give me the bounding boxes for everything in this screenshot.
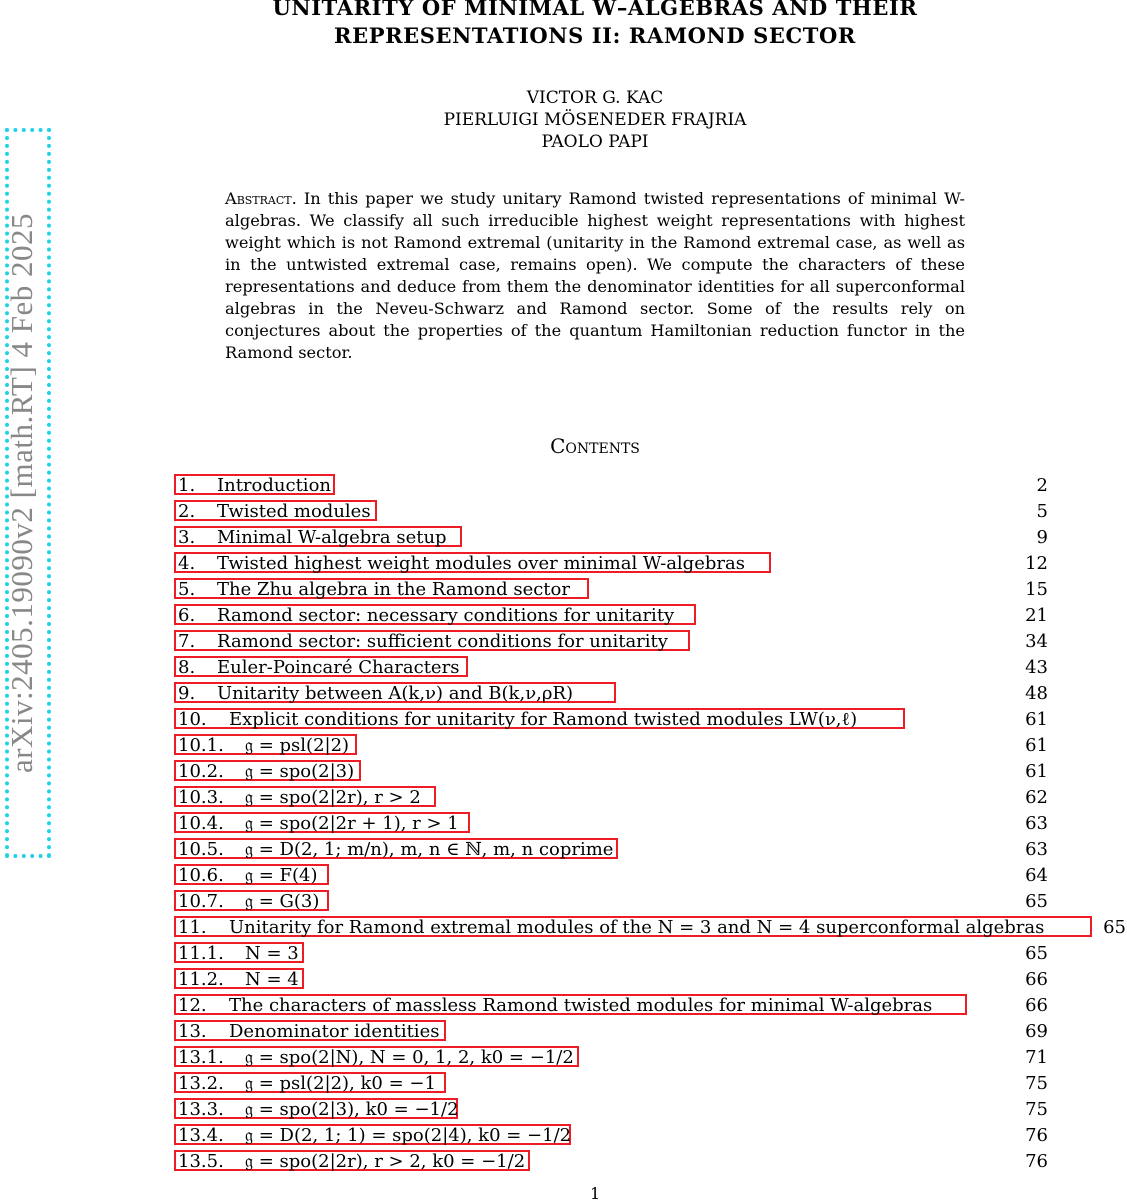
toc-section-title: 𝔤 = psl(2|2), k0 = −1 xyxy=(245,1073,436,1094)
toc-section-title: 𝔤 = spo(2|2r + 1), r > 1 xyxy=(245,813,459,834)
toc-page-number: 61 xyxy=(1025,709,1048,730)
toc-section-title: The Zhu algebra in the Ramond sector xyxy=(217,579,570,600)
toc-row xyxy=(174,785,1124,811)
toc-link[interactable] xyxy=(174,1150,530,1171)
author-2: PIERLUIGI MÖSENEDER FRAJRIA xyxy=(443,110,747,130)
toc-row xyxy=(174,1071,1124,1097)
toc-page-number: 69 xyxy=(1025,1021,1048,1042)
toc-page-number: 76 xyxy=(1025,1151,1048,1172)
toc-section-number: 5. xyxy=(178,579,196,600)
toc-row xyxy=(174,993,1124,1019)
toc-link[interactable] xyxy=(174,1020,446,1041)
toc-link[interactable] xyxy=(174,656,468,677)
toc-link[interactable] xyxy=(174,1072,446,1093)
toc-row xyxy=(174,811,1124,837)
toc-page-number: 66 xyxy=(1025,969,1048,990)
toc-link[interactable] xyxy=(174,890,329,911)
toc-row xyxy=(174,681,1124,707)
toc-row xyxy=(174,915,1124,941)
arxiv-identifier[interactable]: arXiv:2405.19090v2 [math.RT] 4 Feb 2025 xyxy=(4,212,39,774)
toc-section-title: 𝔤 = spo(2|3) xyxy=(245,761,355,782)
page-number: 1 xyxy=(590,1184,601,1203)
toc-section-title: Twisted modules xyxy=(217,501,371,522)
toc-row xyxy=(174,577,1124,603)
toc-row xyxy=(174,837,1124,863)
abstract xyxy=(225,188,965,364)
toc-row xyxy=(174,1045,1124,1071)
toc-page-number: 76 xyxy=(1025,1125,1048,1146)
toc-link[interactable] xyxy=(174,708,905,729)
toc-section-number: 7. xyxy=(178,631,196,652)
toc-page-number: 65 xyxy=(1103,917,1126,938)
toc-section-title: 𝔤 = spo(2|N), N = 0, 1, 2, k0 = −1/2 xyxy=(245,1047,574,1068)
toc-section-number: 10.4. xyxy=(178,813,224,834)
toc-section-title: 𝔤 = G(3) xyxy=(245,891,320,912)
toc-section-number: 11.2. xyxy=(178,969,224,990)
toc-section-number: 13.3. xyxy=(178,1099,224,1120)
toc-section-title: 𝔤 = spo(2|2r), r > 2, k0 = −1/2 xyxy=(245,1151,526,1172)
toc-section-number: 10.2. xyxy=(178,761,224,782)
toc-section-number: 13. xyxy=(178,1021,207,1042)
author-3: PAOLO PAPI xyxy=(541,132,649,152)
toc-section-number: 4. xyxy=(178,553,196,574)
toc-link[interactable] xyxy=(174,1098,458,1119)
toc-section-title: Denominator identities xyxy=(229,1021,440,1042)
toc-page-number: 62 xyxy=(1025,787,1048,808)
toc-section-number: 12. xyxy=(178,995,207,1016)
toc-row xyxy=(174,759,1124,785)
toc-row xyxy=(174,629,1124,655)
toc-row xyxy=(174,967,1124,993)
toc-page-number: 2 xyxy=(1036,475,1048,496)
toc-section-number: 11. xyxy=(178,917,207,938)
toc-row xyxy=(174,655,1124,681)
toc-row xyxy=(174,733,1124,759)
toc-section-number: 2. xyxy=(178,501,196,522)
toc-link[interactable] xyxy=(174,734,357,755)
toc-row xyxy=(174,525,1124,551)
toc-page-number: 61 xyxy=(1025,761,1048,782)
title-line-1: UNITARITY OF MINIMAL W–ALGEBRAS AND THEIR xyxy=(272,0,918,20)
toc-section-title: Unitarity between A(k,ν) and B(k,ν,ρR) xyxy=(217,683,574,704)
abstract-text: In this paper we study unitary Ramond twisted representations of minimal W-algebras. We classify all such irreducible highest weight representations with highest weight which is not Ramond extremal (unitarity in the Ramond extremal case, as well as in the untwisted extremal case, remains open). We compute the characters of these representations and deduce from them the denominator identities for all superconformal algebras in the Neveu-Schwarz and Ramond sector. Some of the results rely on conjectures about the properties of the quantum Hamiltonian reduction functor in the Ramond sector. xyxy=(225,189,965,362)
toc-page-number: 65 xyxy=(1025,891,1048,912)
toc-section-number: 10.3. xyxy=(178,787,224,808)
author-1: VICTOR G. KAC xyxy=(526,88,664,108)
toc-page-number: 64 xyxy=(1025,865,1048,886)
toc-link[interactable] xyxy=(174,682,616,703)
toc-section-title: Twisted highest weight modules over minimal W-algebras xyxy=(217,553,745,574)
toc-section-title: Ramond sector: necessary conditions for unitarity xyxy=(217,605,675,626)
toc-section-title: Introduction xyxy=(217,475,331,496)
toc-page-number: 48 xyxy=(1025,683,1048,704)
toc-link[interactable] xyxy=(174,526,462,547)
toc-section-title: Unitarity for Ramond extremal modules of the N = 3 and N = 4 superconformal algebras xyxy=(229,917,1045,938)
toc-section-title: 𝔤 = psl(2|2) xyxy=(245,735,350,756)
title-line-2: REPRESENTATIONS II: RAMOND SECTOR xyxy=(334,23,856,48)
toc-row xyxy=(174,1097,1124,1123)
toc-page-number: 15 xyxy=(1025,579,1048,600)
toc-link[interactable] xyxy=(174,916,1092,937)
toc-row xyxy=(174,1149,1124,1175)
toc-link[interactable] xyxy=(174,474,335,495)
toc-link[interactable] xyxy=(174,552,771,573)
toc-row xyxy=(174,863,1124,889)
toc-link[interactable] xyxy=(174,812,470,833)
toc-section-title: Ramond sector: sufficient conditions for unitarity xyxy=(217,631,668,652)
toc-section-number: 1. xyxy=(178,475,196,496)
table-of-contents xyxy=(174,473,1124,1175)
toc-row xyxy=(174,551,1124,577)
toc-row xyxy=(174,473,1124,499)
toc-link[interactable] xyxy=(174,1124,571,1145)
toc-page-number: 63 xyxy=(1025,813,1048,834)
toc-section-title: 𝔤 = F(4) xyxy=(245,865,318,886)
toc-page-number: 61 xyxy=(1025,735,1048,756)
toc-section-title: Minimal W-algebra setup xyxy=(217,527,447,548)
toc-section-number: 10.5. xyxy=(178,839,224,860)
toc-page-number: 5 xyxy=(1036,501,1048,522)
toc-section-number: 9. xyxy=(178,683,196,704)
toc-row xyxy=(174,1123,1124,1149)
toc-section-number: 13.4. xyxy=(178,1125,224,1146)
toc-section-number: 10.1. xyxy=(178,735,224,756)
toc-section-number: 10.7. xyxy=(178,891,224,912)
toc-section-title: N = 3 xyxy=(245,943,299,964)
toc-link[interactable] xyxy=(174,786,436,807)
toc-page-number: 75 xyxy=(1025,1099,1048,1120)
toc-page-number: 34 xyxy=(1025,631,1048,652)
toc-link[interactable] xyxy=(174,630,690,651)
toc-section-title: Explicit conditions for unitarity for Ramond twisted modules LW(ν,ℓ) xyxy=(229,709,858,730)
toc-row xyxy=(174,889,1124,915)
toc-section-title: 𝔤 = D(2, 1; 1) = spo(2|4), k0 = −1/2 xyxy=(245,1125,572,1146)
toc-link[interactable] xyxy=(174,760,361,781)
toc-section-number: 11.1. xyxy=(178,943,224,964)
toc-section-title: 𝔤 = spo(2|2r), r > 2 xyxy=(245,787,421,808)
toc-page-number: 65 xyxy=(1025,943,1048,964)
toc-row xyxy=(174,499,1124,525)
toc-page-number: 12 xyxy=(1025,553,1048,574)
toc-link[interactable] xyxy=(174,968,304,989)
toc-link[interactable] xyxy=(174,838,618,859)
toc-section-number: 8. xyxy=(178,657,196,678)
toc-page-number: 21 xyxy=(1025,605,1048,626)
toc-page-number: 43 xyxy=(1025,657,1048,678)
toc-section-title: The characters of massless Ramond twisted modules for minimal W-algebras xyxy=(229,995,933,1016)
toc-link[interactable] xyxy=(174,604,696,625)
toc-page-number: 75 xyxy=(1025,1073,1048,1094)
toc-section-number: 3. xyxy=(178,527,196,548)
abstract-heading: Abstract. xyxy=(225,189,297,208)
toc-link[interactable] xyxy=(174,942,304,963)
toc-link[interactable] xyxy=(174,1046,579,1067)
toc-row xyxy=(174,603,1124,629)
toc-page-number: 71 xyxy=(1025,1047,1048,1068)
toc-section-title: N = 4 xyxy=(245,969,299,990)
toc-link[interactable] xyxy=(174,500,377,521)
toc-page-number: 63 xyxy=(1025,839,1048,860)
toc-section-number: 13.1. xyxy=(178,1047,224,1068)
toc-section-title: 𝔤 = D(2, 1; m/n), m, n ∈ ℕ, m, n coprime xyxy=(245,839,614,860)
toc-section-number: 10.6. xyxy=(178,865,224,886)
toc-section-title: Euler-Poincaré Characters xyxy=(217,657,460,678)
toc-section-title: 𝔤 = spo(2|3), k0 = −1/2 xyxy=(245,1099,459,1120)
toc-link[interactable] xyxy=(174,994,967,1015)
toc-page-number: 9 xyxy=(1036,527,1048,548)
toc-section-number: 13.5. xyxy=(178,1151,224,1172)
toc-link[interactable] xyxy=(174,864,329,885)
paper-title xyxy=(180,0,1010,50)
contents-heading: Contents xyxy=(550,434,640,458)
toc-link[interactable] xyxy=(174,578,589,599)
toc-page-number: 66 xyxy=(1025,995,1048,1016)
toc-row xyxy=(174,941,1124,967)
toc-row xyxy=(174,1019,1124,1045)
author-list xyxy=(180,87,1010,153)
toc-row xyxy=(174,707,1124,733)
toc-section-number: 10. xyxy=(178,709,207,730)
toc-section-number: 13.2. xyxy=(178,1073,224,1094)
toc-section-number: 6. xyxy=(178,605,196,626)
